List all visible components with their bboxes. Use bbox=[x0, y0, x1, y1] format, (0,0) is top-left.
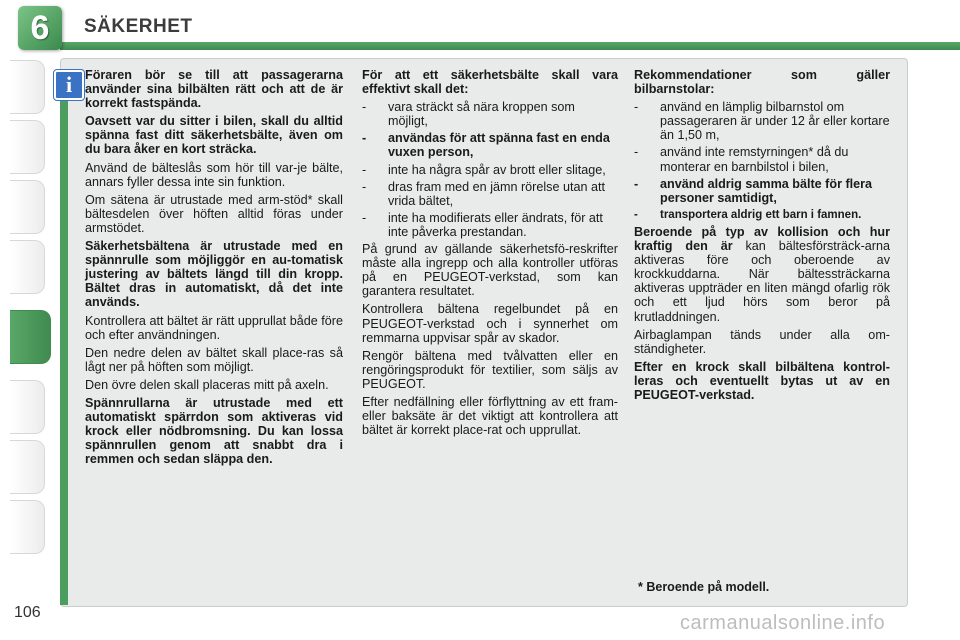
list-item: - inte ha några spår av brott eller slitage, bbox=[362, 163, 618, 177]
paragraph: Efter nedfällning eller förflyttning av ett fram- eller baksäte är det viktigt att kontrollera att bältet är korrekt place-rat och upprullat. bbox=[362, 394, 618, 438]
side-tab bbox=[10, 380, 45, 434]
side-tab-strip bbox=[10, 60, 50, 580]
paragraph: Om sätena är utrustade med arm-stöd* skall bältesdelen över höften alltid föras under armstödet. bbox=[85, 192, 343, 235]
side-tab-active bbox=[10, 310, 51, 364]
list-item-text: använd inte remstyrningen* då du monterar en barnbilstol i bilen, bbox=[660, 145, 849, 174]
side-tab bbox=[10, 180, 45, 234]
paragraph: Använd de bälteslås som hör till var-je bälte, annars fyller dessa inte sin funktion. bbox=[85, 160, 343, 189]
chapter-number: 6 bbox=[30, 9, 50, 47]
green-stripe bbox=[60, 94, 68, 605]
paragraph: Efter en krock skall bilbältena kontrol-leras och eventuellt bytas ut av en PEUGEOT-verkstad. bbox=[634, 359, 890, 402]
list-item-text: användas för att spänna fast en enda vuxen person, bbox=[388, 131, 610, 160]
list-item: - använd inte remstyrningen* då du monterar en barnbilstol i bilen, bbox=[634, 145, 890, 173]
paragraph: Säkerhetsbältena är utrustade med en spännrulle som möjliggör en au-tomatisk justering av bältets längd till din kropp. Bältet dras in automatiskt, då det inte används. bbox=[85, 239, 343, 310]
paragraph: Kontrollera bältena regelbundet på en PEUGEOT-verkstad och i synnerhet om remmarna uppvisar spår av skador. bbox=[362, 302, 618, 345]
paragraph: Den övre delen skall placeras mitt på axeln. bbox=[85, 377, 329, 392]
list-item: - använd en lämplig bilbarnstol om passageraren är under 12 år eller kortare än 1,50 m, bbox=[634, 100, 890, 143]
section-title: SÄKERHET bbox=[84, 16, 193, 37]
column-heading: Rekommendationer som gäller bilbarnstolar: bbox=[634, 68, 890, 97]
paragraph: Föraren bör se till att passagerarna använder sina bilbälten rätt och att de är korrekt fastspända. bbox=[85, 68, 343, 111]
list-item-text: använd aldrig samma bälte för flera personer samtidigt, bbox=[660, 176, 873, 205]
paragraph: På grund av gällande säkerhetsfö-reskrifter måste alla ingrepp och alla kontroller utföras på en PEUGEOT-verkstad, som kan garantera resultatet. bbox=[362, 242, 618, 299]
side-tab bbox=[10, 60, 45, 114]
list-item-text: använd en lämplig bilbarnstol om passageraren är under 12 år eller kortare än 1,50 m, bbox=[660, 100, 890, 143]
page-number: 106 bbox=[14, 604, 41, 621]
paragraph: Kontrollera att bältet är rätt upprullat både före och efter användningen. bbox=[85, 313, 343, 342]
side-tab bbox=[10, 440, 45, 494]
header-bar bbox=[60, 42, 960, 50]
list-item: - transportera aldrig ett barn i famnen. bbox=[634, 208, 890, 222]
column-heading: För att ett säkerhetsbälte skall vara effektivt skall det: bbox=[362, 68, 618, 97]
column-1 bbox=[85, 68, 343, 470]
list-item: - inte ha modifierats eller ändrats, för att inte påverka prestandan. bbox=[362, 211, 618, 239]
column-3 bbox=[634, 68, 890, 406]
column-2 bbox=[362, 68, 618, 441]
list-item: - vara sträckt så nära kroppen som möjligt, bbox=[362, 100, 618, 128]
paragraph-rest: kan bältesförsträck-arna aktiveras före och oberoende av krockkuddarna. När bältessträckarna aktiveras uppträder en liten mängd ofarlig rök och ett ljud hörs som beror på krutladdningen. bbox=[634, 239, 890, 324]
paragraph: Rengör bältena med tvålvatten eller en rengöringsprodukt för textilier, som säljs av PEUGEOT. bbox=[362, 348, 618, 391]
list-item: - använd aldrig samma bälte för flera personer samtidigt, bbox=[634, 177, 890, 205]
paragraph-bold-lead: Beroende på typ av kollision och hur kraftig den är bbox=[634, 224, 890, 254]
paragraph: Den nedre delen av bältet skall place-ras så lågt ner på höften som möjligt. bbox=[85, 345, 343, 374]
side-tab bbox=[10, 120, 45, 174]
list-item-text: inte ha modifierats eller ändrats, för att inte påverka prestandan. bbox=[388, 210, 603, 239]
paragraph: Spännrullarna är utrustade med ett automatiskt spärrdon som aktiveras vid krock eller nödbromsning. Du kan lossa spännrullen genom att snabbt dra i remmen och sedan släppa den. bbox=[85, 395, 343, 467]
watermark: carmanualsonline.info bbox=[680, 612, 886, 634]
list-item: - användas för att spänna fast en enda vuxen person, bbox=[362, 131, 618, 159]
side-tab bbox=[10, 240, 45, 294]
paragraph: Airbaglampan tänds under alla om-ständigheter. bbox=[634, 327, 890, 356]
footnote: * Beroende på modell. bbox=[638, 580, 770, 594]
side-tab bbox=[10, 500, 45, 554]
paragraph: Oavsett var du sitter i bilen, skall du alltid spänna fast ditt säkerhetsbälte, även om du bara åker en kort sträcka. bbox=[85, 114, 343, 157]
list-item-text: transportera aldrig ett barn i famnen. bbox=[660, 208, 862, 221]
list-item-text: inte ha några spår av brott eller slitage, bbox=[388, 162, 606, 177]
chapter-tab bbox=[18, 6, 62, 50]
list-item-text: vara sträckt så nära kroppen som möjligt, bbox=[388, 100, 575, 129]
list-item-text: dras fram med en jämn rörelse utan att vrida bältet, bbox=[388, 179, 605, 208]
info-icon: i bbox=[54, 70, 84, 100]
list-item: - dras fram med en jämn rörelse utan att vrida bältet, bbox=[362, 180, 618, 208]
paragraph bbox=[634, 225, 890, 324]
